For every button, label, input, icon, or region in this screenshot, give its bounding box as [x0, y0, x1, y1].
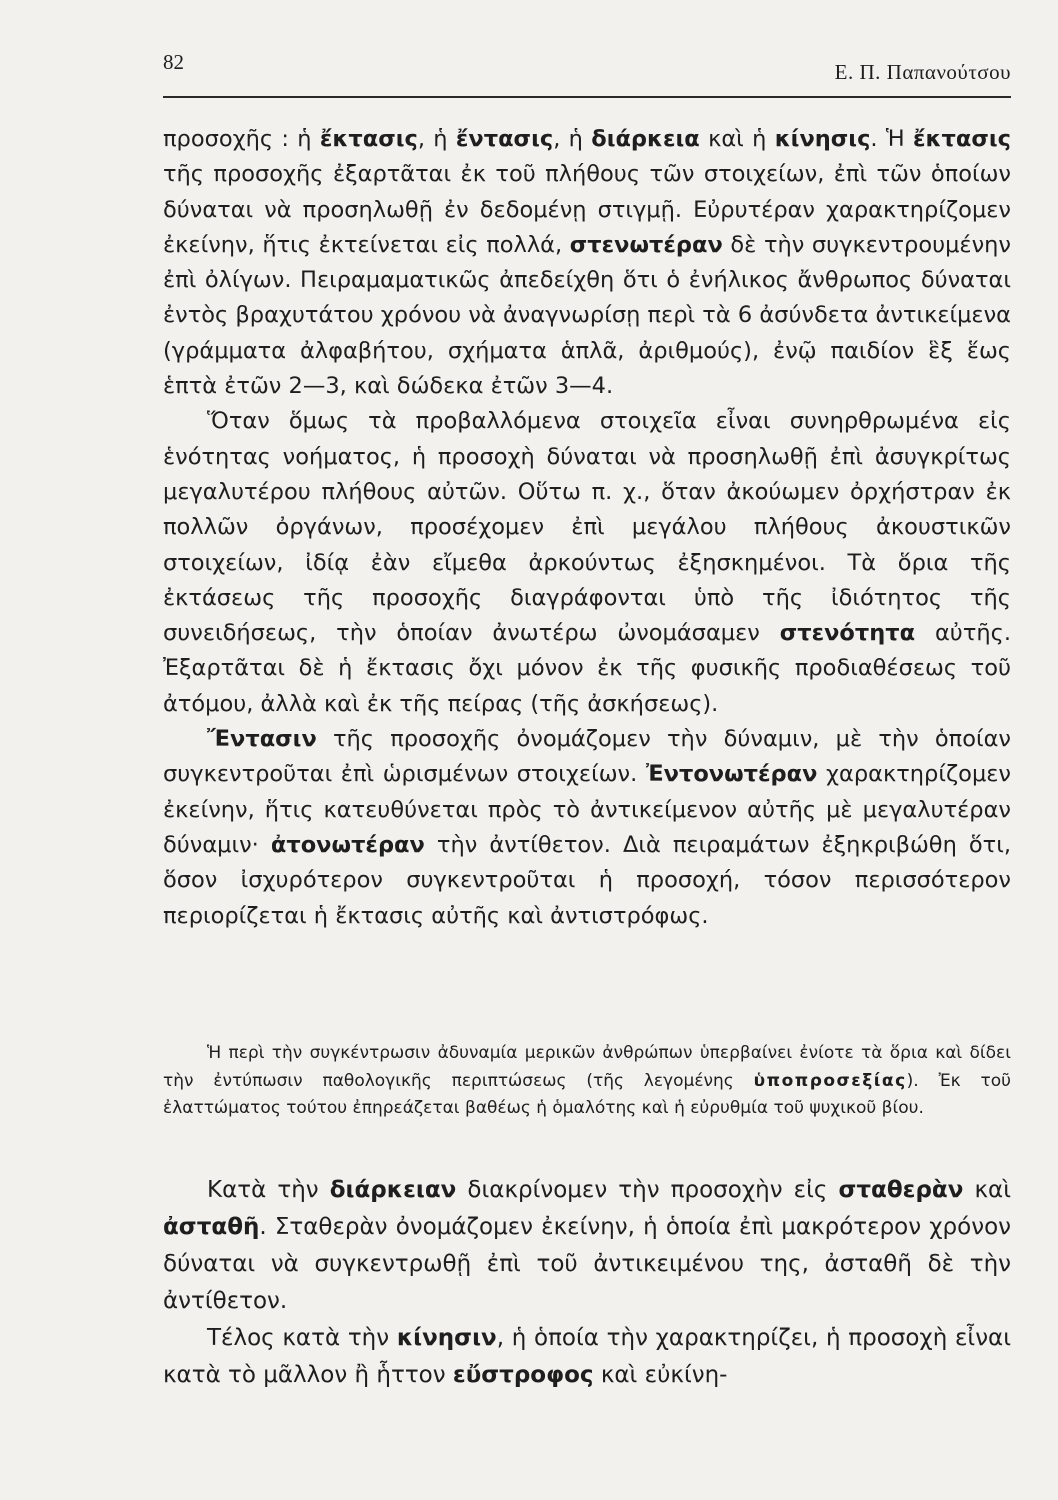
- text-run: καὶ: [963, 1177, 1011, 1203]
- main-text: [163, 122, 1011, 934]
- text-run: , ἡ: [553, 126, 592, 152]
- text-run: χαρακτηρίζομεν ἐκείνην, ἥτις κατευθύνεται πρὸς τὸ ἀντικείμενον αὐτῆς μὲ μεγαλυτέραν δύναμιν·: [163, 761, 1011, 858]
- text-run: καὶ εὐκίνη-: [593, 1362, 728, 1388]
- emphasized-term: εὔστροφος: [452, 1362, 594, 1388]
- emphasized-term: κίνησις: [774, 126, 871, 152]
- text-run: τῆς προσοχῆς ὀνομάζομεν τὴν δύναμιν, μὲ τὴν ὁποίαν συγκεντροῦται ἐπὶ ὡρισμένων στοιχείων.: [163, 726, 1011, 788]
- text-run: αὐτῆς. Ἐξαρτᾶται δὲ ἡ ἔκτασις ὄχι μόνον ἐκ τῆς φυσικῆς προδιαθέσεως τοῦ ἀτόμου, ἀλλὰ καὶ ἐκ τῆς πείρας (τῆς ἀσκήσεως).: [163, 620, 1011, 717]
- main-text-continued: [163, 1172, 1011, 1394]
- text-run: καὶ ἡ: [699, 126, 775, 152]
- paragraph: [163, 1320, 1011, 1394]
- emphasized-term: Ἔντασιν: [207, 726, 317, 753]
- emphasized-term: στενωτέραν: [569, 231, 723, 258]
- emphasized-term: Ἐντονωτέραν: [645, 761, 818, 788]
- page-header: [163, 44, 1011, 98]
- text-run: . Σταθερὰν ὀνομάζομεν ἐκείνην, ἡ ὁποία ἐπὶ μακρότερον χρόνον δύναται νὰ συγκεντρωθῇ ἐπὶ τοῦ ἀντικειμένου της, ἀσταθῆ δὲ τὴν ἀντίθετον.: [163, 1214, 1011, 1314]
- paragraph: [163, 404, 1011, 722]
- paragraph: [163, 122, 1011, 404]
- note-paragraph: [163, 1040, 1011, 1123]
- emphasized-term: κίνησιν: [396, 1325, 497, 1351]
- emphasized-term: ἔκτασις: [319, 126, 418, 152]
- text-run: Ἡ περὶ τὴν συγκέντρωσιν ἀδυναμία μερικῶν ἀνθρώπων ὑπερβαίνει ἐνίοτε τὰ ὅρια καὶ δίδει τὴν ἐντύπωσιν παθολογικῆς περιπτώσεως (τῆς λεγομένης: [163, 1043, 1011, 1091]
- text-run: τῆς προσοχῆς ἐξαρτᾶται ἐκ τοῦ πλήθους τῶν στοιχείων, ἐπὶ τῶν ὁποίων δύναται νὰ προσηλωθῇ ἐν δεδομένῃ στιγμῇ. Εὐρυτέραν χαρακτηρίζομεν ἐκείνην, ἥτις ἐκτείνεται εἰς πολλά,: [163, 161, 1011, 258]
- emphasized-term: ἔκτασις: [913, 126, 1011, 152]
- emphasized-term: διάρκεια: [591, 126, 700, 152]
- emphasized-term: στενότητα: [779, 620, 916, 647]
- emphasized-term: διάρκειαν: [329, 1177, 457, 1203]
- text-run: ). Ἐκ τοῦ ἐλαττώματος τούτου ἐπηρεάζεται βαθέως ἡ ὁμαλότης καὶ ἡ εὐρυθμία τοῦ ψυχικοῦ βίου.: [163, 1070, 1012, 1118]
- paragraph: [163, 1172, 1011, 1320]
- emphasized-term: ἀτονωτέραν: [270, 831, 425, 858]
- text-run: τὴν ἀντίθετον. Διὰ πειραμάτων ἐξηκριβώθη ὅτι, ὅσον ἰσχυρότερον συγκεντροῦται ἡ προσοχή, τόσον περισσότερον περιορίζεται ἡ ἔκτασις αὐτῆς καὶ ἀντιστρόφως.: [163, 831, 1011, 929]
- emphasized-term: ἀσταθῆ: [163, 1214, 260, 1240]
- emphasized-term: ἔντασις: [455, 126, 554, 152]
- text-run: Κατὰ τὴν: [207, 1177, 330, 1203]
- emphasized-term: ὑποπροσεξίας: [753, 1070, 907, 1091]
- text-run: δὲ τὴν συγκεντρουμένην ἐπὶ ὀλίγων. Πειραμαματικῶς ἀπεδείχθη ὅτι ὁ ἐνήλικος ἄνθρωπος δύναται ἐντὸς βραχυτάτου χρόνου νὰ ἀναγνωρίσῃ περὶ τὰ 6 ἀσύνδετα ἀντικείμενα (γράμματα ἀλφαβήτου, σχήματα ἁπλᾶ, ἀριθμούς), ἐνῷ παιδίον ἓξ ἕως ἑπτὰ ἐτῶν 2—3, καὶ δώδεκα ἐτῶν 3—4.: [163, 231, 1011, 400]
- running-head: Ε. Π. Παπανούτσου: [834, 60, 1011, 84]
- small-print-note: [163, 1040, 1011, 1123]
- text-run: Τέλος κατὰ τὴν: [207, 1325, 397, 1351]
- page-number: 82: [163, 50, 184, 74]
- text-run: διακρίνομεν τὴν προσοχὴν εἰς: [456, 1177, 839, 1203]
- text-run: προσοχῆς : ἡ: [163, 126, 320, 152]
- paragraph: [163, 722, 1011, 934]
- text-run: . Ἡ: [870, 126, 914, 152]
- text-run: , ἡ ὁποία τὴν χαρακτηρίζει, ἡ προσοχὴ εἶναι κατὰ τὸ μᾶλλον ἢ ἧττον: [163, 1325, 1012, 1388]
- text-run: Ὅταν ὅμως τὰ προβαλλόμενα στοιχεῖα εἶναι συνηρθρωμένα εἰς ἑνότητας νοήματος, ἡ προσοχὴ δύναται νὰ προσηλωθῇ ἐπὶ ἀσυγκρίτως μεγαλυτέρου πλήθους αὐτῶν. Οὕτω π. χ., ὅταν ἀκούωμεν ὀρχήστραν ἐκ πολλῶν ὀργάνων, προσέχομεν ἐπὶ μεγάλου πλήθους ἀκουστικῶν στοιχείων, ἰδίᾳ ἐὰν εἴμεθα ἀρκούντως ἐξησκημένοι. Τὰ ὅρια τῆς ἐκτάσεως τῆς προσοχῆς διαγράφονται ὑπὸ τῆς ἰδιότητος τῆς συνειδήσεως, τὴν ὁποίαν ἀνωτέρω ὠνομάσαμεν: [163, 408, 1011, 647]
- text-run: , ἡ: [417, 126, 456, 152]
- emphasized-term: σταθερὰν: [838, 1177, 964, 1203]
